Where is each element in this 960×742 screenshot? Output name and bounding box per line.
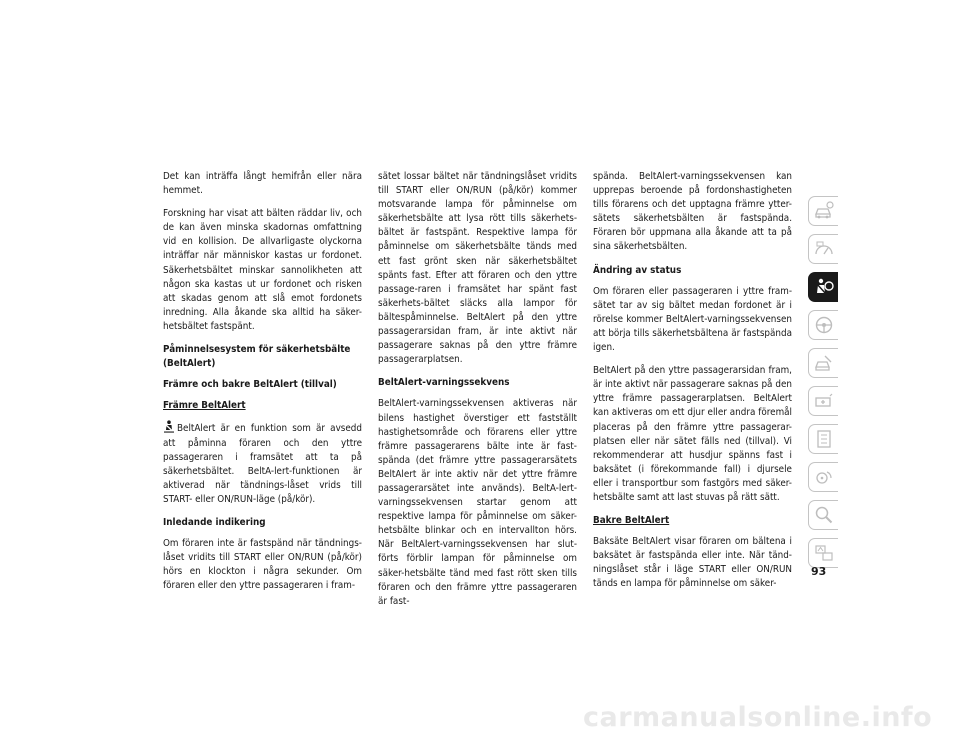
steering-wheel-icon: [813, 314, 835, 336]
page-number: 93: [811, 565, 827, 578]
subsection-heading-underlined: Främre BeltAlert: [163, 400, 246, 412]
paragraph: Det kan inträffa långt hemifrån eller nära hemmet.: [163, 171, 362, 197]
paragraph: BeltAlert på den yttre passagerarsidan fram, är inte aktivt när passagerare saknas på den yttre främre passagerarplatsen. BeltAlert kan aktiveras om ett djur eller andra föremål placeras på den främre yttre passagerar-platsen eller när sätet fälls ned (tillval). Vi rekommenderar att husdjur spänns fast i baksätet (i förekommande fall) i djursele eller i transportbur som fastgörs med säker-hetsbälte samt att last stuvas på rätt sätt.: [593, 365, 792, 503]
tab-search-index[interactable]: [808, 500, 838, 530]
seatbelt-airbag-icon: [813, 276, 835, 298]
tab-multimedia[interactable]: [808, 462, 838, 492]
emergency-car-icon: [813, 390, 835, 412]
text-column-3: [593, 170, 792, 601]
subsection-heading: BeltAlert-varningssekvens: [378, 377, 510, 389]
subsection-heading: Främre och bakre BeltAlert (tillval): [163, 379, 337, 391]
paragraph: spända. BeltAlert-varningssekvensen kan upprepas beroende på fordonshastigheten tills förarens och det upptagna främre ytter-sätets säkerhetsbälten är fastspända. Föraren bör uppmana alla åkande att ta på sina säkerhetsbälten.: [593, 171, 792, 253]
paragraph: BeltAlert-varningssekvensen aktiveras när bilens hastighet överstiger ett fastställt hastighetsområde och förarens eller yttre främre passagerarens bälte inte är fast-spända (det främre yttre passagerarsätets BeltAlert är inte aktiv när det yttre främre passagerarsätet inte används). BeltA-lert-varningssekvensen startar genom att respektive lampa för påminnelse om säker-hetsbälte blinkar och en intervallton hörs. När BeltAlert-varningssekvensen har slut-förts förblir lampan för påminnelse om säker-hetsbälte tänd med fast rött sken tills föraren och den främre yttre passageraren är fast-: [378, 398, 577, 607]
multimedia-icon: [813, 466, 835, 488]
seatbelt-reminder-icon: [163, 420, 175, 433]
text-column-1: [163, 170, 362, 602]
text-column-2: [378, 170, 577, 618]
search-index-icon: [813, 504, 835, 526]
tab-steering-wheel[interactable]: [808, 310, 838, 340]
tab-car-start[interactable]: [808, 348, 838, 378]
subsection-heading-underlined: Bakre BeltAlert: [593, 515, 670, 527]
tab-seatbelt-airbag[interactable]: [808, 272, 838, 302]
paragraph: Om föraren inte är fastspänd när tändnings-låset vridits till START eller ON/RUN (på/kör) hörs en klockton i några sekunder. Om föraren eller den yttre passageraren i fram-: [163, 538, 362, 592]
tab-car-info[interactable]: [808, 196, 838, 226]
paragraph: Forskning har visat att bälten räddar liv, och de kan även minska skadornas omfattning vid en kollision. De allvarligaste olyckorna inträffar när människor kastas ur fordonet. Säkerhetsbältet minskar sannolikheten att någon ska kastas ut ur fordonet och risken att skadas genom att slå emot fordonets inredning. Alla åkande ska alltid ha säker-hetsbältet fastspänt.: [163, 208, 362, 332]
language-icon: [813, 542, 835, 564]
paragraph-text: BeltAlert är en funktion som är avsedd att påminna föraren och den yttre passageraren i framsätet att ta på säkerhetsbältet. BeltA-lert-funktionen är aktiverad när tändnings-låset vrids till START- eller ON/RUN-läge (på/kör).: [163, 423, 362, 505]
tab-emergency-car[interactable]: [808, 386, 838, 416]
tab-service-checklist[interactable]: [808, 424, 838, 454]
tab-language[interactable]: [808, 538, 838, 568]
subsection-heading: Ändring av status: [593, 264, 682, 276]
car-info-icon: [813, 200, 835, 222]
dashboard-lights-icon: [813, 238, 835, 260]
section-heading: Påminnelsesystem för säkerhetsbälte (BeltAlert): [163, 344, 351, 370]
paragraph: Om föraren eller passageraren i yttre fram-sätet tar av sig bältet medan fordonet är i rörelse kommer BeltAlert-varningssekvensen att börja tills säkerhetsbältena är fastspända igen.: [593, 285, 792, 354]
paragraph-with-icon: [163, 420, 362, 507]
paragraph: sätet lossar bältet när tändningslåset vridits till START eller ON/RUN (på/kör) kommer motsvarande lampa för påminnelse om säkerhetsbälte att lysa rött tills säkerhets-bältet är fastspänt. Respektive lampa för påminnelse om säkerhetsbälte tänds med ett fast grönt sken när säkerhetsbältet spänts fast. Efter att föraren och den yttre passage-raren i framsätet har spänt fast säkerhets-bältet släcks alla lampor för bältespåminnelse. BeltAlert på den yttre passagerarsidan fram, är inte aktivt när passagerare saknas på den yttre främre passagerarplatsen.: [378, 171, 577, 366]
paragraph: Baksäte BeltAlert visar föraren om bältena i baksätet är fastspända eller inte. När tänd-ningslåset står i läge START eller ON/RUN tänds en lampa för påminnelse om säker-: [593, 536, 792, 590]
subsection-heading: Inledande indikering: [163, 516, 266, 528]
car-start-icon: [813, 352, 835, 374]
watermark: carmanualsonline.info: [583, 702, 933, 733]
service-checklist-icon: [813, 428, 835, 450]
tab-dashboard-lights[interactable]: [808, 234, 838, 264]
